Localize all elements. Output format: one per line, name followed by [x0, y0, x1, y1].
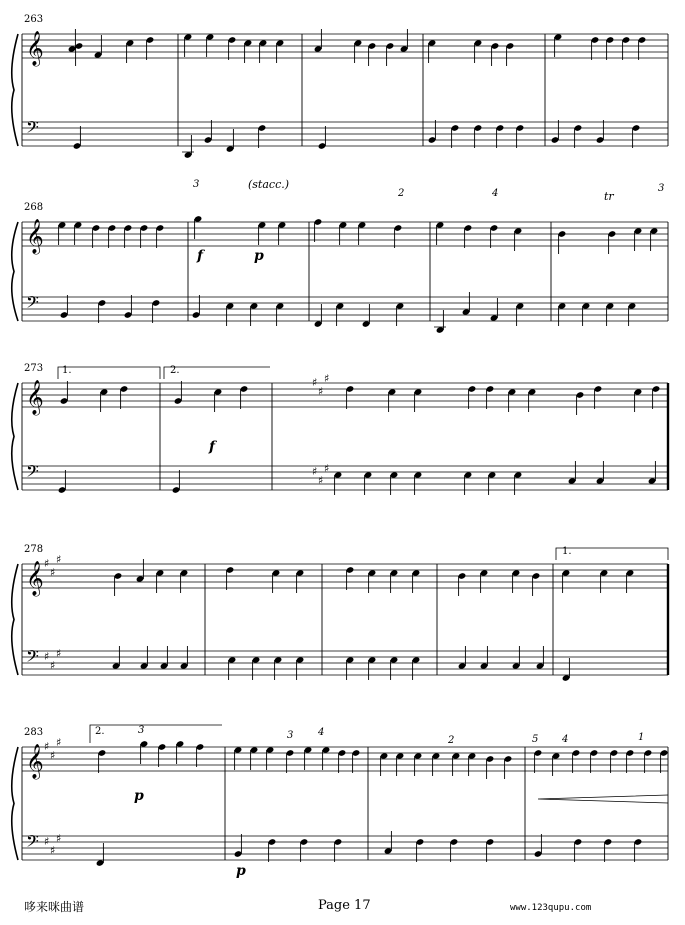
treble-clef-icon: 𝄞 — [26, 561, 44, 596]
system-5 — [12, 725, 669, 879]
bass-clef-icon: 𝄢 — [26, 646, 39, 670]
score-annotation: 4 — [318, 727, 325, 738]
system-2 — [12, 178, 668, 334]
bass-clef-icon: 𝄢 — [26, 831, 39, 855]
sharp-icon: ♯ — [312, 465, 318, 478]
sharp-icon: ♯ — [56, 647, 62, 660]
score-annotation: 1. — [562, 546, 572, 557]
brace — [12, 747, 18, 860]
site-url: www.123qupu.com — [510, 903, 592, 913]
measure-number: 263 — [24, 14, 44, 25]
sharp-icon: ♯ — [44, 740, 50, 753]
sharp-icon: ♯ — [318, 474, 324, 487]
volta-bracket — [164, 367, 270, 379]
sharp-icon: ♯ — [50, 844, 56, 857]
score-annotation: 2. — [170, 365, 180, 376]
sharp-icon: ♯ — [324, 372, 330, 385]
brace — [12, 564, 18, 675]
page-number: Page 17 — [318, 898, 371, 913]
sharp-icon: ♯ — [56, 832, 62, 845]
site-name: 哆来咪曲谱 — [24, 900, 85, 914]
measure-number: 278 — [24, 544, 44, 555]
measure-number: 273 — [24, 363, 44, 374]
bass-clef-icon: 𝄢 — [26, 461, 39, 485]
system-1 — [12, 14, 668, 159]
brace — [12, 34, 18, 146]
sharp-icon: ♯ — [50, 566, 56, 579]
score-annotation: p — [254, 248, 264, 264]
sharp-icon: ♯ — [50, 659, 56, 672]
score-annotation: 1 — [638, 732, 645, 743]
decrescendo-hairpin — [538, 795, 668, 803]
volta-bracket — [556, 548, 668, 560]
score-annotation: f — [209, 439, 216, 455]
sharp-icon: ♯ — [56, 736, 62, 749]
score-annotation: 3 — [658, 183, 665, 194]
treble-clef-icon: 𝄞 — [26, 31, 44, 66]
measure-number: 283 — [24, 727, 44, 738]
sharp-icon: ♯ — [44, 835, 50, 848]
sharp-icon: ♯ — [318, 385, 324, 398]
treble-clef-icon: 𝄞 — [26, 219, 44, 254]
treble-clef-icon: 𝄞 — [26, 744, 44, 779]
score-annotation: tr — [604, 190, 614, 203]
score-annotation: 2 — [448, 735, 455, 746]
score-annotation: 4 — [562, 734, 569, 745]
score-annotation: f — [197, 248, 204, 264]
system-4 — [12, 544, 668, 682]
score-annotation: 3 — [193, 179, 200, 190]
score-annotation: 5 — [532, 734, 539, 745]
score-annotation: 3 — [138, 725, 145, 736]
sharp-icon: ♯ — [44, 650, 50, 663]
score-annotation: 1. — [62, 365, 72, 376]
score-annotation: 3 — [287, 730, 294, 741]
volta-bracket — [58, 367, 160, 379]
system-3 — [12, 363, 668, 495]
score-annotation: p — [236, 863, 246, 879]
score-annotation: 2 — [398, 188, 405, 199]
volta-bracket — [90, 725, 222, 743]
sharp-icon: ♯ — [324, 462, 330, 475]
brace — [12, 383, 18, 490]
brace — [12, 222, 18, 321]
treble-clef-icon: 𝄞 — [26, 380, 44, 415]
score-annotation: 4 — [492, 188, 499, 199]
score-annotation: (stacc.) — [248, 178, 290, 191]
bass-clef-icon: 𝄢 — [26, 117, 39, 141]
score-annotation: p — [134, 788, 144, 804]
sharp-icon: ♯ — [56, 553, 62, 566]
sharp-icon: ♯ — [44, 557, 50, 570]
bass-clef-icon: 𝄢 — [26, 292, 39, 316]
sharp-icon: ♯ — [312, 376, 318, 389]
measure-number: 268 — [24, 202, 44, 213]
sharp-icon: ♯ — [50, 749, 56, 762]
score-annotation: 2. — [95, 726, 105, 737]
